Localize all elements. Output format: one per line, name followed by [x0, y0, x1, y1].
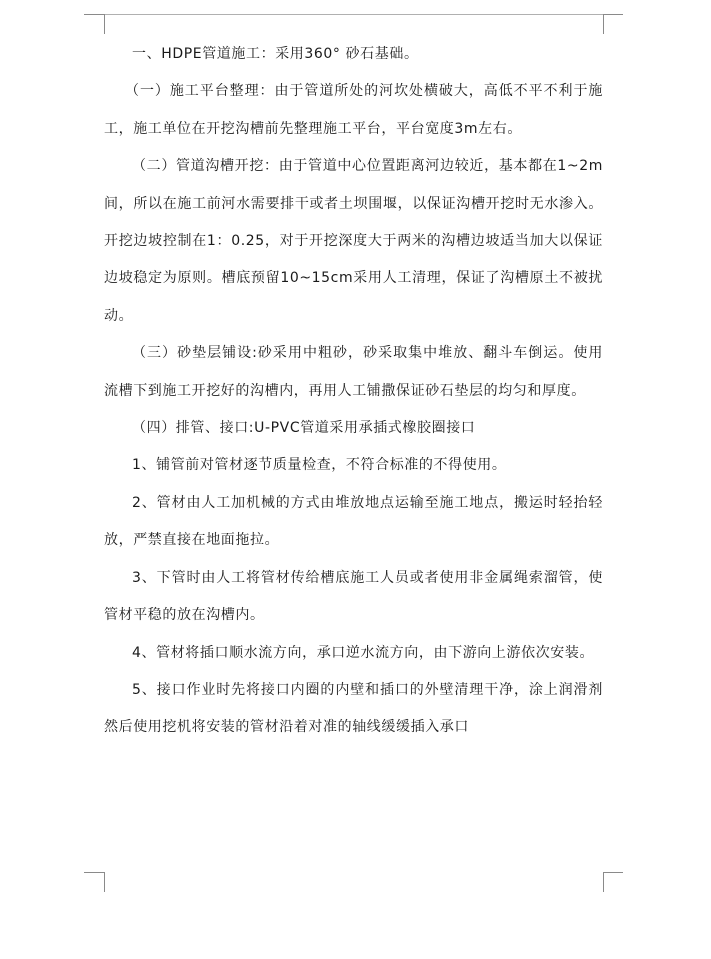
section-heading: 一、HDPE管道施工：采用360° 砂石基础。 [132, 46, 419, 62]
paragraph-pipe-laying: （四）排管、接口:U-PVC管道采用承插式橡胶圈接口 [132, 420, 476, 437]
paragraph-trench: （二）管道沟槽开挖：由于管道中心位置距离河边较近，基本都在1~2m间，所以在施工前河水需要排干或者土坝围堰，以保证沟槽开挖时无水渗入。开挖边坡控制在1：0.25，对于开挖深度大于两米的沟槽边坡适当加大以保证边坡稳定为原则。槽底预留10~15cm采用人工清理，保证了沟槽原土不被扰动。 [104, 158, 603, 324]
list-item-4: 4、管材将插口顺水流方向，承口逆水流方向，由下游向上游依次安装。 [132, 644, 595, 661]
document-body[interactable] [104, 36, 603, 747]
paragraph-platform: （一）施工平台整理：由于管道所处的河坎处横破大，高低不平不利于施工，施工单位在开挖沟槽前先整理施工平台，平台宽度3m左右。 [104, 83, 603, 137]
list-item-3: 3、下管时由人工将管材传给槽底施工人员或者使用非金属绳索溜管，使管材平稳的放在沟槽内。 [104, 569, 603, 624]
list-item-1: 1、铺管前对管材逐节质量检查，不符合标准的不得使用。 [132, 457, 507, 474]
list-item-2: 2、管材由人工加机械的方式由堆放地点运输至施工地点，搬运时轻抬轻放，严禁直接在地面拖拉。 [104, 494, 603, 549]
list-item-5: 5、接口作业时先将接口内圈的内壁和插口的外壁清理干净，涂上润滑剂然后使用挖机将安装的管材沿着对准的轴线缓缓插入承口 [104, 681, 603, 736]
paragraph-sand-bedding: （三）砂垫层铺设:砂采用中粗砂，砂采取集中堆放、翻斗车倒运。使用流槽下到施工开挖好的沟槽内，再用人工铺撒保证砂石垫层的均匀和厚度。 [104, 345, 603, 399]
header-rule [104, 14, 603, 15]
